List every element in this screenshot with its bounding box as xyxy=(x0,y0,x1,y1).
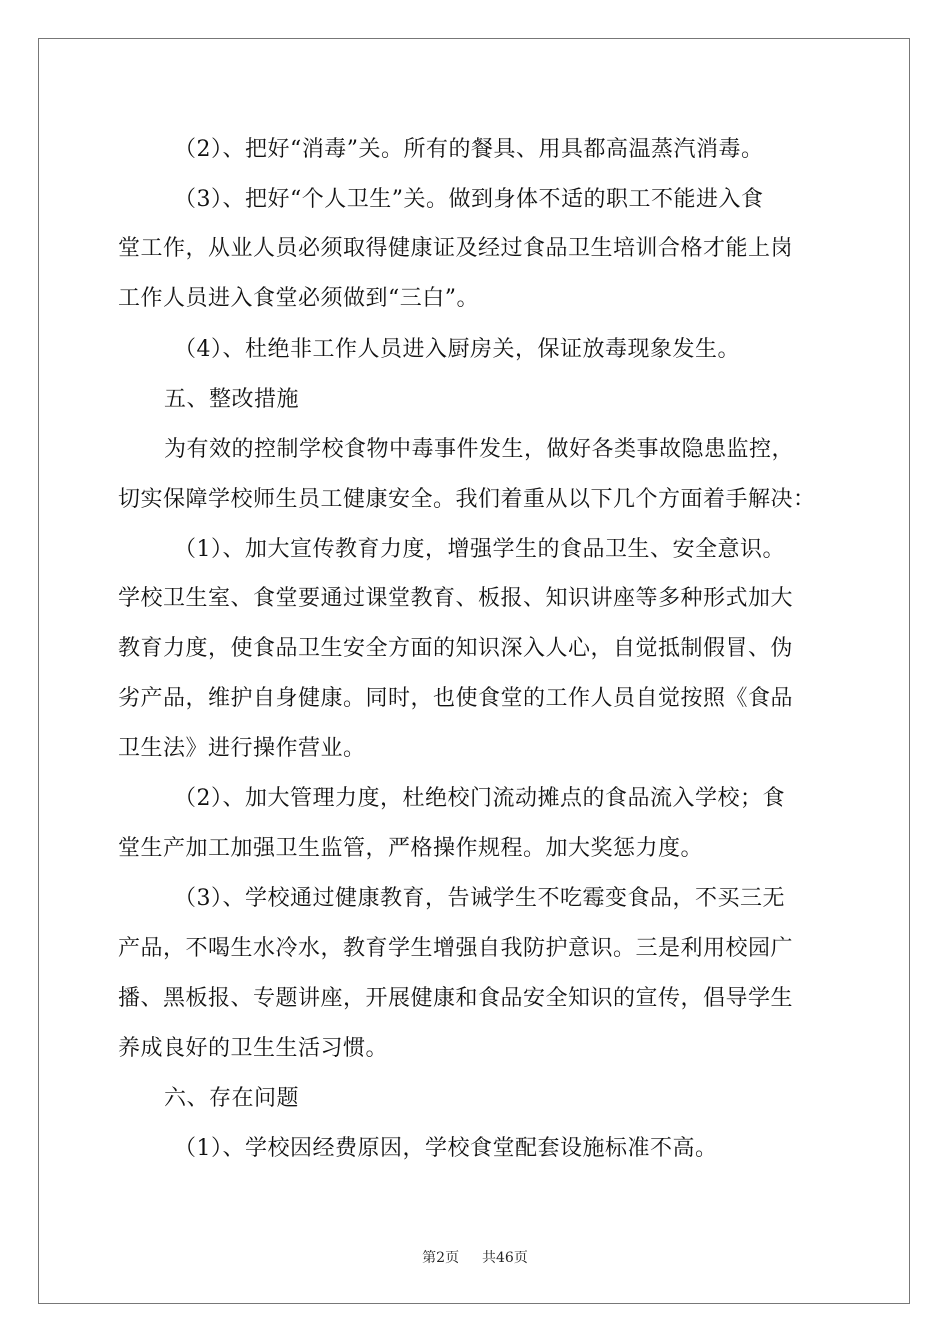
page-total: 共46页 xyxy=(482,1250,528,1266)
text-line: 堂工作，从业人员必须取得健康证及经过食品卫生培训合格才能上岗 xyxy=(118,236,794,261)
text-line: 为有效的控制学校食物中毒事件发生，做好各类事故隐患监控， xyxy=(164,437,795,462)
page-footer xyxy=(0,1247,950,1267)
text-line: （3）、把好“个人卫生”关。做到身体不适的职工不能进入食 xyxy=(174,187,764,212)
page-number: 第2页 xyxy=(422,1250,460,1266)
text-line: 产品，不喝生水冷水，教育学生增强自我防护意识。三是利用校园广 xyxy=(118,936,794,961)
text-line: （4）、杜绝非工作人员进入厨房关，保证放毒现象发生。 xyxy=(174,337,740,362)
text-line: 养成良好的卫生生活习惯。 xyxy=(118,1036,389,1061)
text-line: 学校卫生室、食堂要通过课堂教育、板报、知识讲座等多种形式加大 xyxy=(118,586,794,611)
text-line: （1）、加大宣传教育力度，增强学生的食品卫生、安全意识。 xyxy=(174,537,785,562)
text-line: 播、黑板报、专题讲座，开展健康和食品安全知识的宣传，倡导学生 xyxy=(118,986,794,1011)
text-line: 劣产品，维护自身健康。同时，也使食堂的工作人员自觉按照《食品 xyxy=(118,686,794,711)
page-border xyxy=(38,38,910,1304)
section-heading: 六、存在问题 xyxy=(164,1086,300,1111)
text-line: （3）、学校通过健康教育，告诫学生不吃霉变食品，不买三无 xyxy=(174,886,785,911)
section-heading: 五、整改措施 xyxy=(164,387,300,412)
text-line: 切实保障学校师生员工健康安全。我们着重从以下几个方面着手解决： xyxy=(118,487,816,512)
text-line: 工作人员进入食堂必须做到“三白”。 xyxy=(118,286,479,311)
text-line: （1）、学校因经费原因，学校食堂配套设施标准不高。 xyxy=(174,1136,718,1161)
text-line: 卫生法》进行操作营业。 xyxy=(118,736,366,761)
text-line: （2）、加大管理力度，杜绝校门流动摊点的食品流入学校；食 xyxy=(174,786,785,811)
text-line: 堂生产加工加强卫生监管，严格操作规程。加大奖惩力度。 xyxy=(118,836,704,861)
text-line: （2）、把好“消毒”关。所有的餐具、用具都高温蒸汽消毒。 xyxy=(174,137,764,162)
text-line: 教育力度，使食品卫生安全方面的知识深入人心，自觉抵制假冒、伪 xyxy=(118,636,794,661)
